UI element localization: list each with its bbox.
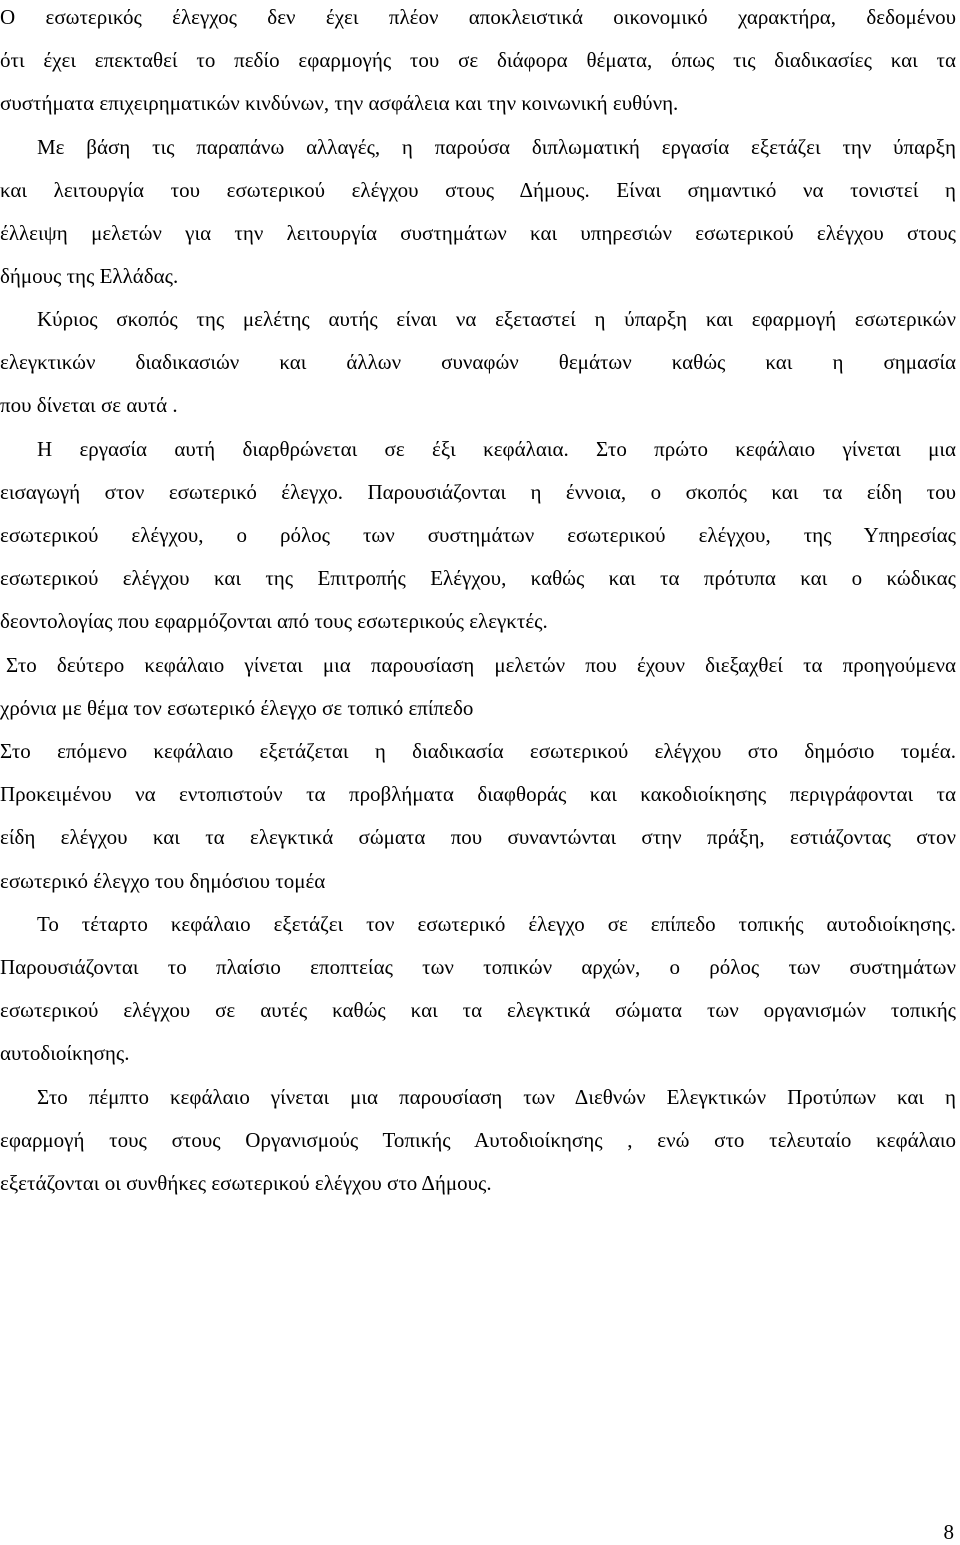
text-line: εσωτερικού ελέγχου σε αυτές καθώς και τα ελεγκτικά σώματα των οργανισμών τοπικής: [0, 998, 956, 1022]
text-line: που δίνεται σε αυτά .: [0, 393, 178, 417]
text-line: ελεγκτικών διαδικασιών και άλλων συναφών θεμάτων καθώς και η σημασία: [0, 350, 956, 374]
text-line: Στο πέμπτο κεφάλαιο γίνεται μια παρουσίαση των Διεθνών Ελεγκτικών Προτύπων και η: [37, 1085, 956, 1109]
text-line: εσωτερικό έλεγχο του δημόσιου τομέα: [0, 869, 326, 893]
text-line: δήμους της Ελλάδας.: [0, 264, 179, 288]
text-line: είδη ελέγχου και τα ελεγκτικά σώματα που συναντώνται στην πράξη, εστιάζοντας στον: [0, 825, 956, 849]
text-line: Το τέταρτο κεφάλαιο εξετάζει τον εσωτερικό έλεγχο σε επίπεδο τοπικής αυτοδιοίκησης.: [37, 912, 956, 936]
text-line: Ο εσωτερικός έλεγχος δεν έχει πλέον αποκλειστικά οικονομικό χαρακτήρα, δεδομένου: [0, 5, 956, 29]
text-line: Παρουσιάζονται το πλαίσιο εποπτείας των τοπικών αρχών, ο ρόλος των συστημάτων: [0, 955, 956, 979]
text-line: Στο επόμενο κεφάλαιο εξετάζεται η διαδικασία εσωτερικού ελέγχου στο δημόσιο τομέα.: [0, 739, 956, 763]
text-line: εφαρμογή τους στους Οργανισμούς Τοπικής Αυτοδιοίκησης , ενώ στο τελευταίο κεφάλαιο: [0, 1128, 956, 1152]
text-line: Κύριος σκοπός της μελέτης αυτής είναι να εξεταστεί η ύπαρξη και εφαρμογή εσωτερικών: [37, 307, 956, 331]
text-line: και λειτουργία του εσωτερικού ελέγχου στους Δήμους. Είναι σημαντικό να τονιστεί η: [0, 178, 956, 202]
text-line: εξετάζονται οι συνθήκες εσωτερικού ελέγχου στο Δήμους.: [0, 1171, 492, 1195]
text-line: Στο δεύτερο κεφάλαιο γίνεται μια παρουσίαση μελετών που έχουν διεξαχθεί τα προηγούμενα: [6, 653, 956, 677]
text-line: συστήματα επιχειρηματικών κινδύνων, την ασφάλεια και την κοινωνική ευθύνη.: [0, 91, 679, 115]
text-line: χρόνια με θέμα τον εσωτερικό έλεγχο σε τοπικό επίπεδο: [0, 696, 474, 720]
text-line: Η εργασία αυτή διαρθρώνεται σε έξι κεφάλαια. Στο πρώτο κεφάλαιο γίνεται μια: [37, 437, 956, 461]
text-line: εισαγωγή στον εσωτερικό έλεγχο. Παρουσιάζονται η έννοια, ο σκοπός και τα είδη του: [0, 480, 956, 504]
text-line: Προκειμένου να εντοπιστούν τα προβλήματα διαφθοράς και κακοδιοίκησης περιγράφονται τα: [0, 782, 956, 806]
text-line: δεοντολογίας που εφαρμόζονται από τους εσωτερικούς ελεγκτές.: [0, 609, 548, 633]
text-line: εσωτερικού ελέγχου, ο ρόλος των συστημάτων εσωτερικού ελέγχου, της Υπηρεσίας: [0, 523, 956, 547]
text-line: αυτοδιοίκησης.: [0, 1041, 130, 1065]
page-number: 8: [943, 1520, 954, 1544]
text-line: εσωτερικού ελέγχου και της Επιτροπής Ελέγχου, καθώς και τα πρότυπα και ο κώδικας: [0, 566, 956, 590]
text-line: Με βάση τις παραπάνω αλλαγές, η παρούσα διπλωματική εργασία εξετάζει την ύπαρξη: [37, 135, 956, 159]
text-line: ότι έχει επεκταθεί το πεδίο εφαρμογής του σε διάφορα θέματα, όπως τις διαδικασίες και τα: [0, 48, 956, 72]
text-line: έλλειψη μελετών για την λειτουργία συστημάτων και υπηρεσιών εσωτερικού ελέγχου στους: [0, 221, 956, 245]
